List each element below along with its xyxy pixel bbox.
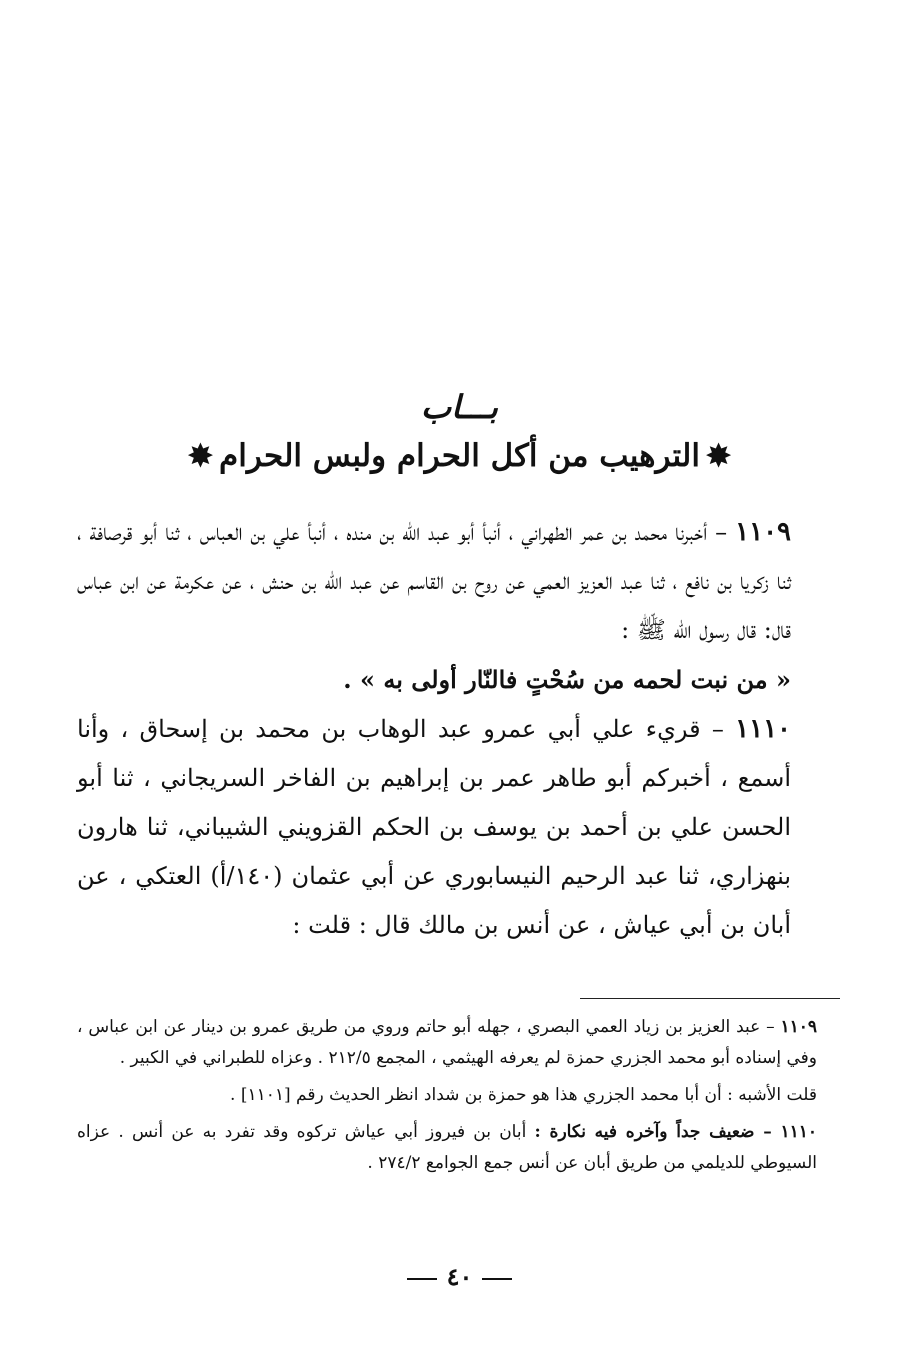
footnote: [77, 1012, 841, 1074]
hadith-paragraph: [77, 705, 841, 950]
hadith-number: ١١١٠: [735, 714, 791, 744]
chapter-heading: بـــاب: [421, 388, 498, 426]
footnote-number: ١١١٠: [780, 1122, 817, 1142]
ornament-star-icon: ✸: [705, 439, 732, 474]
section-title: [0, 438, 919, 474]
footnote-number: ١١٠٩: [780, 1017, 817, 1037]
hadith-quote-text: « من نبت لحمه من سُحْتٍ فالنّار أولى به » .: [343, 665, 791, 694]
footnote-text: أبان بن فيروز أبي عياش تركوه وقد تفرد به عن أنس . عزاه السيوطي للديلمي من طريق أبان عن أنس جمع الجوامع ٢٧٤/٢ .: [77, 1122, 817, 1173]
footnote: [77, 1117, 841, 1179]
ornament-star-icon: ✸: [187, 439, 214, 474]
hadith-number: ١١٠٩: [735, 517, 791, 547]
footnotes: [77, 1012, 841, 1185]
footnote-text: – عبد العزيز بن زياد العمي البصري ، جهله أبو حاتم وروي من طريق عمرو بن دينار عن ابن عباس ، وفي إسناده أبو محمد الجزري حمزة لم يعرفه الهيثمي ، المجمع ٢١٢/٥ . وعزاه للطبراني في الكبير .: [77, 1017, 817, 1068]
page-number: [0, 1262, 919, 1291]
footnote: [77, 1080, 841, 1111]
page-number-dash: [482, 1278, 512, 1280]
hadith-text: – قريء علي أبي عمرو عبد الوهاب بن محمد بن إسحاق ، وأنا أسمع ، أخبركم أبو طاهر عمر بن إبراهيم بن الفاخر السريجاني ، ثنا أبو الحسن علي بن أحمد بن يوسف بن الحكم القزويني الشيباني، ثنا هارون بنهزاري، ثنا عبد الرحيم النيسابوري عن أبي عثمان (١٤٠/أ) العتكي ، عن أبان بن أبي عياش ، عن أنس بن مالك قال : قلت :: [77, 715, 792, 939]
section-title-text: الترهيب من أكل الحرام ولبس الحرام: [219, 438, 700, 474]
hadith-text: – أخبرنا محمد بن عمر الطهراني ، أنبأ أبو عبد الله بن منده ، أنبأ علي بن العباس ، ثنا أبو قرصافة ، ثنا زكريا بن نافع ، ثنا عبد العزيز العمي عن روح بن القاسم عن عبد الله بن حنش ، عن عكرمة عن ابن عباس قال: قال رسول الله ﷺ :: [77, 518, 791, 644]
main-text: [77, 508, 841, 950]
page-number-text: ٤٠: [446, 1262, 473, 1291]
hadith-quote: [77, 655, 841, 705]
hadith-paragraph: [77, 508, 841, 655]
footnote-divider: [580, 998, 840, 999]
page-number-dash: [407, 1278, 437, 1280]
footnote-grade: – ضعيف جداً وآخره فيه نكارة :: [534, 1122, 781, 1142]
footnote-text: قلت الأشبه : أن أبا محمد الجزري هذا هو حمزة بن شداد انظر الحديث رقم [١١٠١] .: [230, 1085, 817, 1105]
